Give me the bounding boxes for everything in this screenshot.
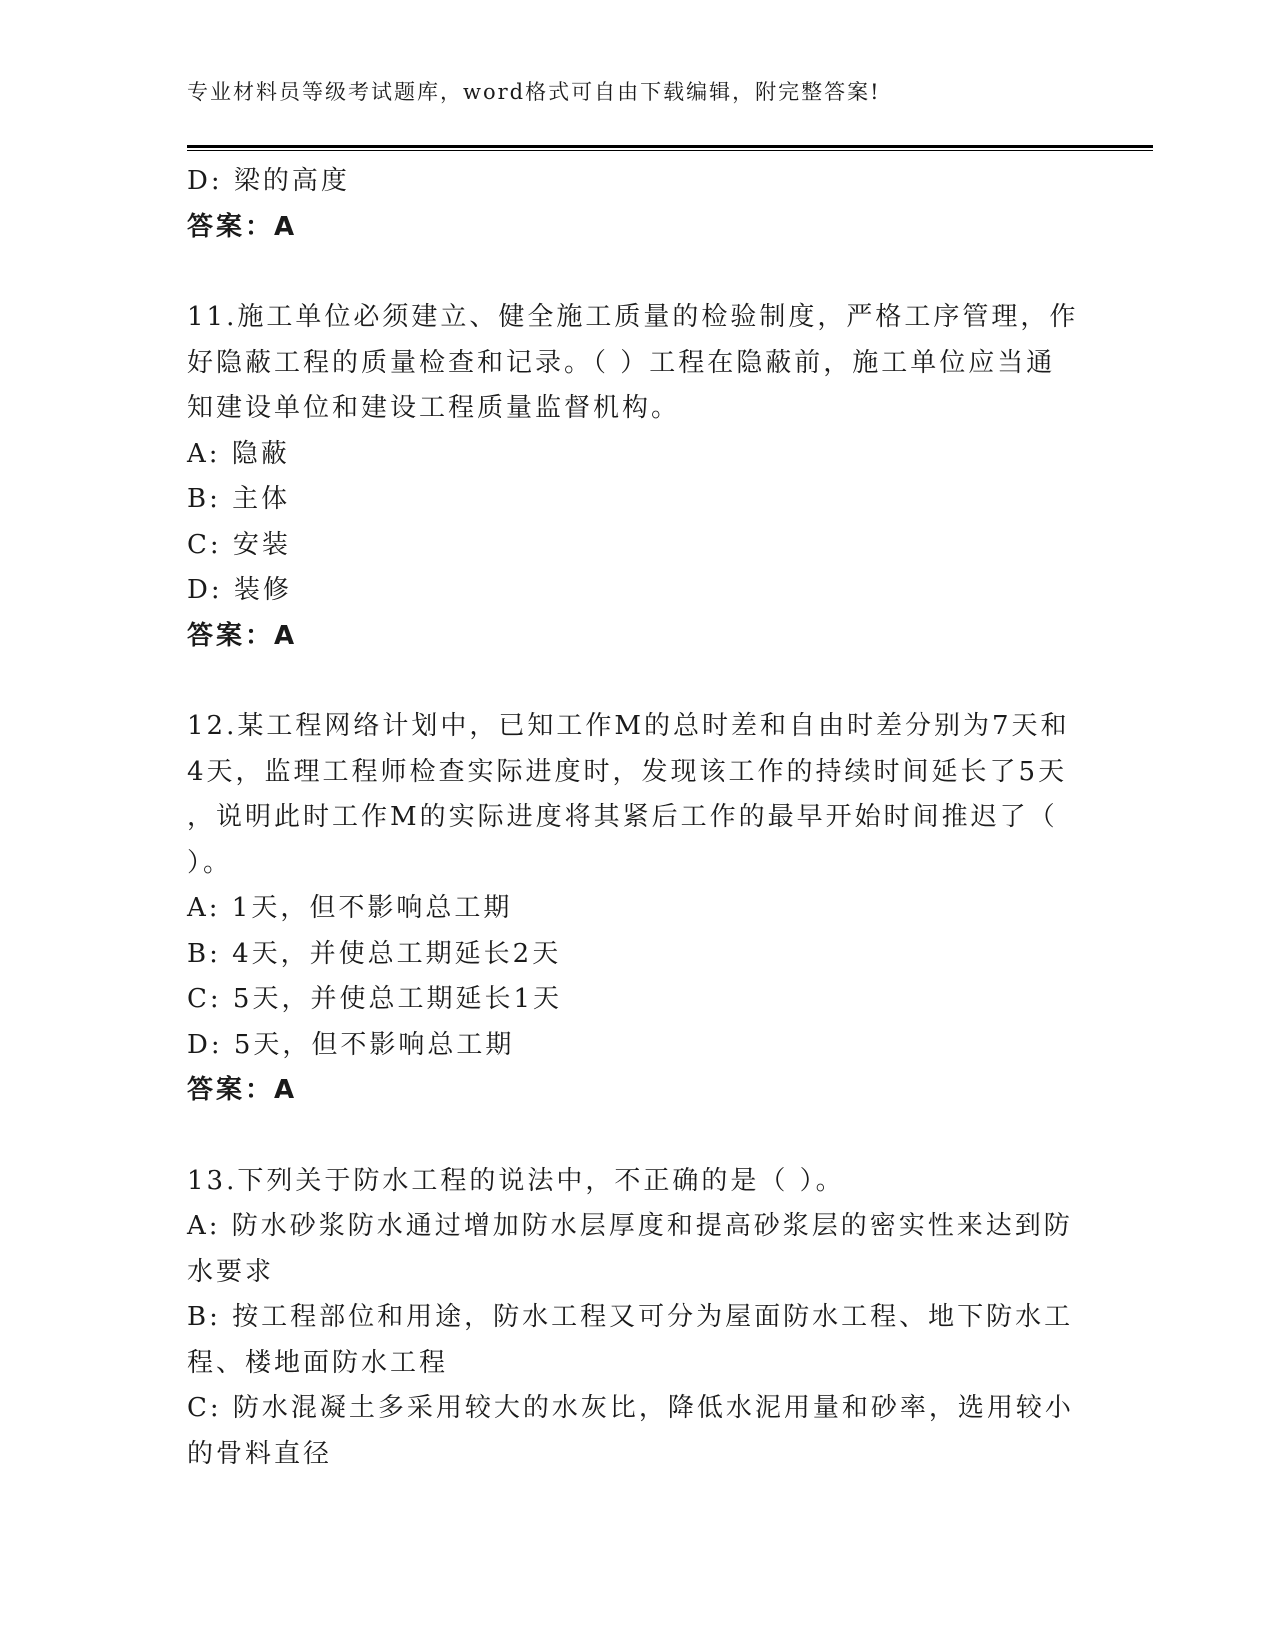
option-b-cont: 程、楼地面防水工程 (187, 1347, 449, 1378)
option-c-cont: 的骨料直径 (187, 1438, 333, 1469)
question-text-line: ）。 (187, 847, 233, 878)
option-d: D: 梁的高度 (187, 166, 350, 196)
page-header: 专业材料员等级考试题库，word格式可自由下载编辑，附完整答案! (187, 80, 881, 104)
document-body (187, 159, 1087, 1477)
question-text-line: 4天，监理工程师检查实际进度时，发现该工作的持续时间延长了5天 (187, 756, 1068, 787)
option-a-cont: 水要求 (187, 1256, 275, 1287)
option-d: D: 5天，但不影响总工期 (187, 1029, 515, 1060)
question-13 (187, 1159, 1087, 1478)
option-c: C: 5天，并使总工期延长1天 (187, 984, 563, 1014)
option-b: B: 4天，并使总工期延长2天 (187, 938, 562, 969)
option-a: A: 隐蔽 (187, 438, 290, 469)
question-11 (187, 295, 1087, 659)
option-c: C: 防水混凝土多采用较大的水灰比，降低水泥用量和砂率，选用较小 (187, 1393, 1074, 1423)
option-b: B: 按工程部位和用途，防水工程又可分为屋面防水工程、地下防水工 (187, 1302, 1074, 1332)
option-b: B: 主体 (187, 484, 291, 514)
option-d: D: 装修 (187, 575, 292, 605)
header-divider (187, 145, 1153, 151)
answer: 答案：A (187, 1075, 298, 1105)
option-a: A: 防水砂浆防水通过增加防水层厚度和提高砂浆层的密实性来达到防 (187, 1211, 1073, 1241)
answer: 答案：A (187, 620, 298, 651)
question-text-line: 13.下列关于防水工程的说法中，不正确的是（ ）。 (187, 1165, 845, 1196)
question-text-line: ，说明此时工作M的实际进度将其紧后工作的最早开始时间推迟了（ (187, 802, 1058, 832)
question-text-line: 12.某工程网络计划中，已知工作M的总时差和自由时差分别为7天和 (187, 711, 1070, 741)
question-text-line: 知建设单位和建设工程质量监督机构。 (187, 393, 681, 423)
option-c: C: 安装 (187, 529, 291, 560)
question-text-line: 11.施工单位必须建立、健全施工质量的检验制度，严格工序管理，作 (187, 302, 1079, 332)
question-text-line: 好隐蔽工程的质量检查和记录。（ ）工程在隐蔽前，施工单位应当通 (187, 347, 1056, 378)
prev-question-tail (187, 159, 1087, 250)
question-12 (187, 704, 1087, 1114)
option-a: A: 1天，但不影响总工期 (187, 893, 513, 923)
answer: 答案：A (187, 211, 298, 242)
